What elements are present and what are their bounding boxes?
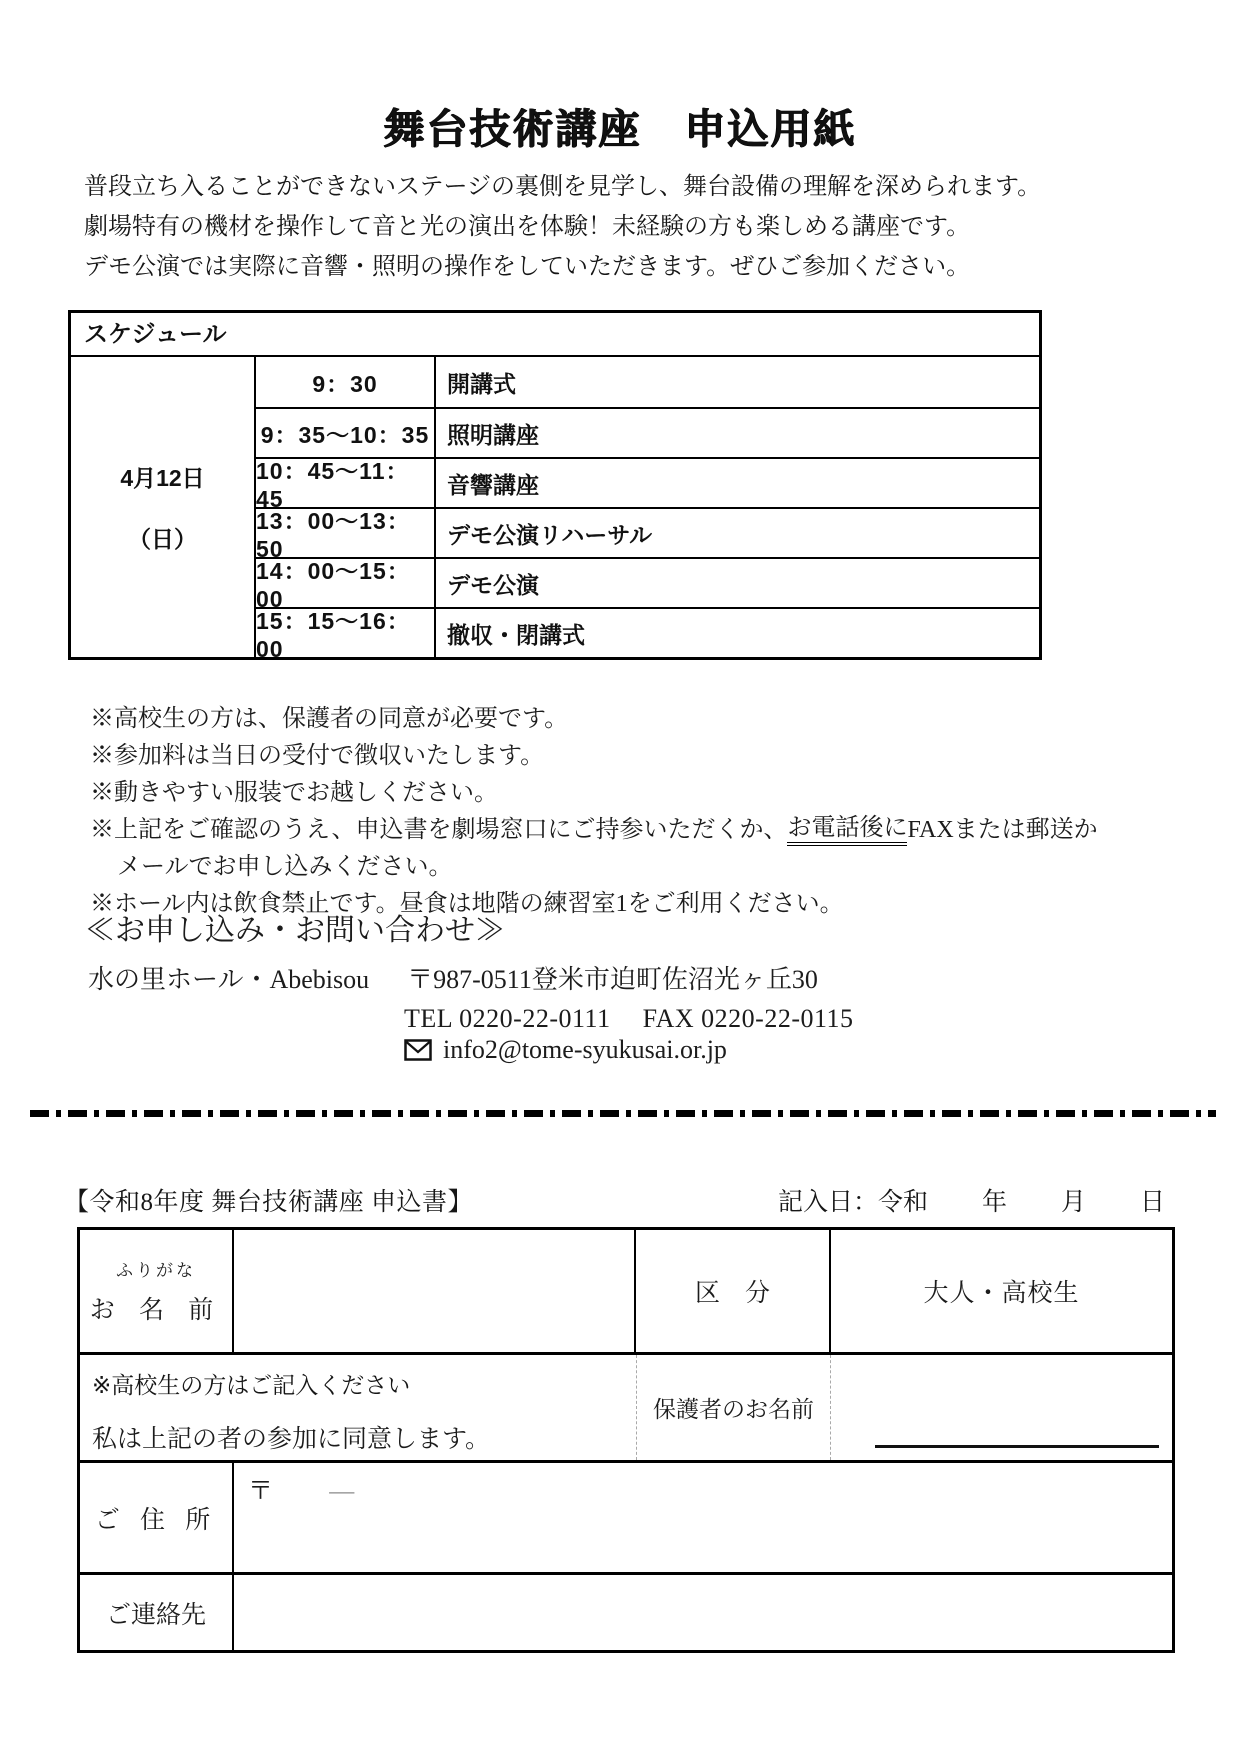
- contact-venue-row: [88, 959, 818, 996]
- consent-statement: 私は上記の者の参加に同意します。: [92, 1426, 491, 1453]
- intro-line-2: 劇場特有の機材を操作して音と光の演出を体験！未経験の方も楽しめる講座です。: [84, 213, 971, 240]
- category-options: 大人・高校生: [923, 1280, 1080, 1307]
- name-label: お 名 前: [89, 1297, 223, 1324]
- schedule-content: 開講式: [447, 370, 516, 397]
- form-row-guardian-consent: [80, 1352, 1172, 1460]
- contact-heading: ≪お申し込み・お問い合わせ≫: [85, 914, 505, 947]
- fax-number: FAX 0220-22-0115: [642, 1004, 854, 1033]
- address-label: ご 住 所: [80, 1463, 234, 1572]
- schedule-day-of-week: （日）: [128, 526, 197, 552]
- phone-first-underlined-text: お電話後に: [787, 807, 907, 846]
- address-input-area[interactable]: [234, 1463, 1172, 1572]
- intro-line-1: 普段立ち入ることができないステージの裏側を見学し、舞台設備の理解を深められます。: [84, 173, 1042, 200]
- note-fee: ※参加料は当日の受付で徴収いたします。: [90, 743, 545, 769]
- schedule-time: 13：00～13：50: [256, 507, 436, 557]
- schedule-table: [68, 310, 1042, 660]
- postal-mark: 〒: [248, 1478, 274, 1505]
- venue-address: 〒987-0511登米市迫町佐沼光ヶ丘30: [407, 965, 818, 994]
- contact-field-label: ご連絡先: [80, 1575, 234, 1650]
- schedule-content: 撤収・閉講式: [436, 607, 1039, 657]
- tel-number: TEL 0220-22-0111: [404, 1004, 611, 1033]
- schedule-time: 15：15～16：00: [256, 607, 436, 657]
- page-title: 舞台技術講座 申込用紙: [383, 106, 857, 152]
- guardian-name-label: 保護者のお名前: [636, 1355, 831, 1460]
- form-title: 【令和8年度 舞台技術講座 申込書】: [64, 1189, 474, 1216]
- envelope-icon: [404, 1039, 432, 1061]
- form-header: [0, 1182, 1240, 1216]
- entry-date-label: 記入日：令和: [778, 1189, 929, 1216]
- application-form-table: [77, 1227, 1175, 1653]
- schedule-time: 9：30: [256, 357, 436, 407]
- cut-line-divider: [30, 1110, 1216, 1117]
- entry-date-month-label: 月: [1061, 1189, 1087, 1216]
- furigana-label: ふりがな: [116, 1261, 196, 1280]
- schedule-content: デモ公演リハーサル: [436, 507, 1039, 557]
- schedule-time: 14：00～15：00: [256, 557, 436, 607]
- intro-paragraph: [84, 167, 1041, 287]
- schedule-content: 音響講座: [436, 457, 1039, 507]
- schedule-content: 照明講座: [436, 407, 1039, 457]
- schedule-date-cell: [71, 357, 256, 657]
- schedule-date: 4月12日: [120, 465, 205, 491]
- note-no-food: ※ホール内は飲食禁止です。昼食は地階の練習室1をご利用ください。: [90, 891, 844, 917]
- consent-note: ※高校生の方はご記入ください: [92, 1372, 411, 1398]
- note-guardian-consent: ※高校生の方は、保護者の同意が必要です。: [90, 706, 569, 732]
- form-entry-date-row: [778, 1182, 1165, 1218]
- schedule-table-body: [71, 357, 1039, 662]
- form-row-contact: [80, 1572, 1172, 1650]
- form-row-name: [80, 1230, 1172, 1352]
- schedule-content: デモ公演: [436, 557, 1039, 607]
- form-row-address: [80, 1460, 1172, 1572]
- contact-phone-row: [404, 1004, 854, 1034]
- signature-line: [875, 1445, 1159, 1448]
- consent-text-cell: [80, 1355, 636, 1460]
- email-address: info2@tome-syukusai.or.jp: [443, 1035, 727, 1064]
- note-clothing: ※動きやすい服装でお越しください。: [90, 780, 498, 806]
- contact-email-row: [404, 1035, 727, 1065]
- postal-code-dash: ―: [329, 1478, 355, 1505]
- entry-date-year-label: 年: [982, 1189, 1008, 1216]
- intro-line-3: デモ公演では実際に音響・照明の操作をしていただきます。ぜひご参加ください。: [84, 253, 971, 280]
- contact-input-area[interactable]: [234, 1575, 1172, 1650]
- guardian-signature-area[interactable]: [831, 1355, 1172, 1460]
- venue-name: 水の里ホール・Abebisou: [88, 965, 370, 994]
- schedule-time: 9：35～10：35: [256, 407, 436, 457]
- entry-date-day-label: 日: [1140, 1189, 1166, 1216]
- name-input-area[interactable]: [234, 1230, 636, 1352]
- note-submission-continued: メールでお申し込みください。: [117, 854, 453, 880]
- notes-list: [90, 697, 1098, 919]
- note-submission: ※上記をご確認のうえ、申込書を劇場窓口にご持参いただくか、 お電話後に FAXまたは郵送か: [90, 808, 1098, 845]
- schedule-time: 10：45～11：45: [256, 457, 436, 507]
- category-label: 区 分: [636, 1230, 831, 1352]
- schedule-table-header: スケジュール: [71, 313, 1039, 357]
- name-field-label: [80, 1230, 234, 1352]
